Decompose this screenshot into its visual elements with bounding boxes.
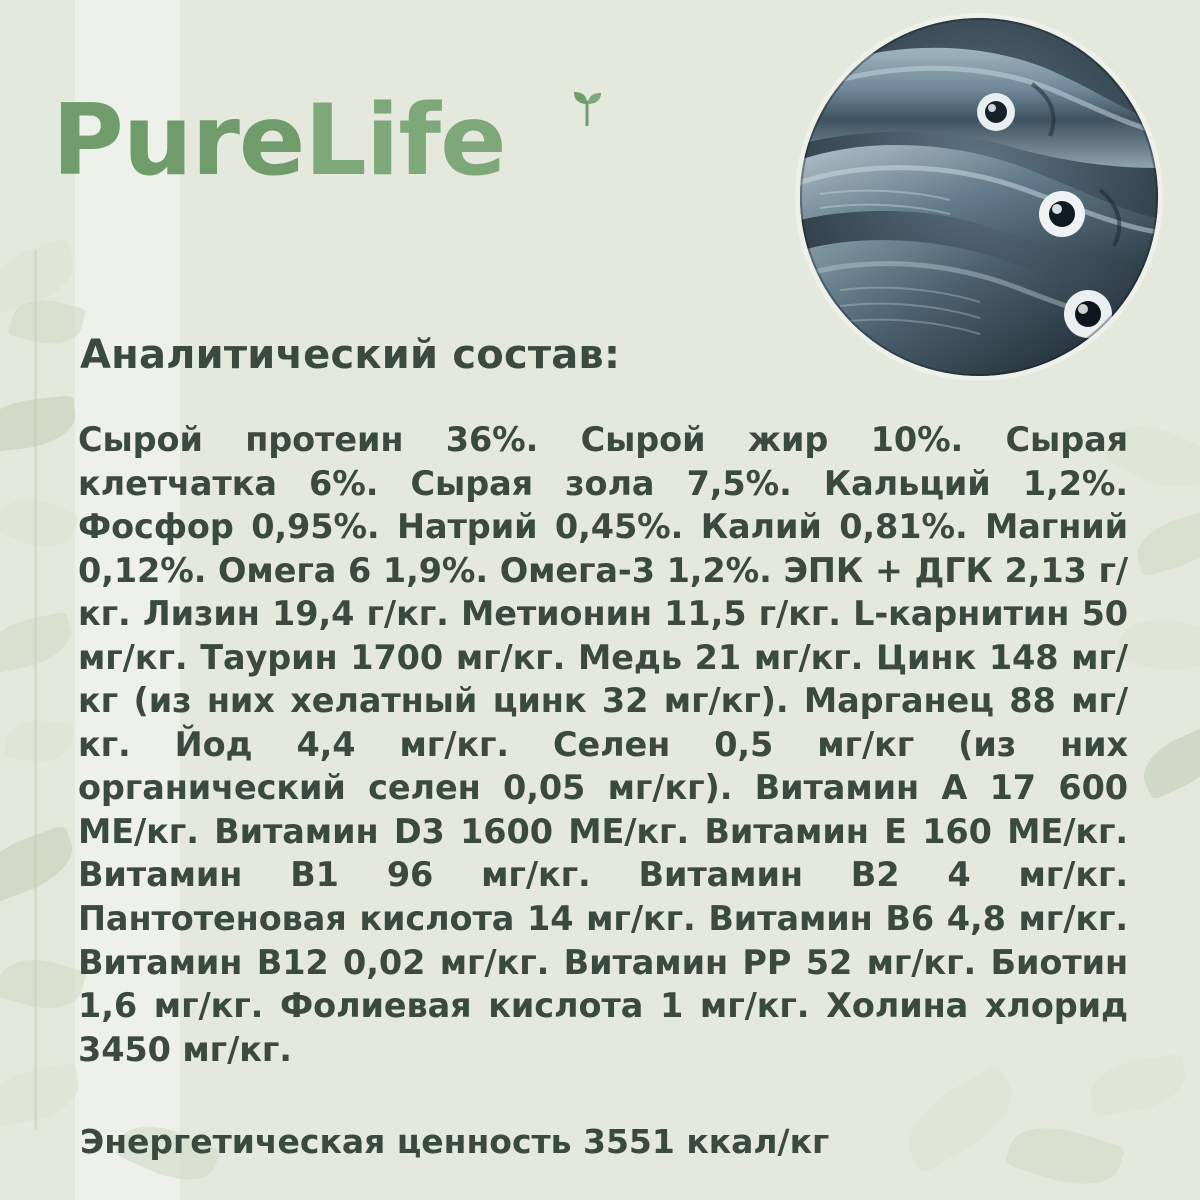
brand-logo bbox=[52, 84, 506, 198]
brand-name-life: Life bbox=[304, 84, 506, 198]
energy-value-text: Энергетическая ценность 3551 ккал/кг bbox=[80, 1122, 830, 1161]
analytical-composition-text: Сырой протеин 36%. Сырой жир 10%. Сырая клетчатка 6%. Сырая зола 7,5%. Кальций 1,2%. Фосфор 0,95%. Натрий 0,45%. Калий 0,81%. Магний 0,12%. Омега 6 1,9%. Омега-3 1,2%. ЭПК + ДГК 2,13 г/кг. Лизин 19,4 г/кг. Метионин 11,5 г/кг. L-карнитин 50 мг/кг. Таурин 1700 мг/кг. Медь 21 мг/кг. Цинк 148 мг/кг (из них хелатный цинк 32 мг/кг). Марганец 88 мг/кг. Йод 4,4 мг/кг. Селен 0,5 мг/кг (из них органический селен 0,05 мг/кг). Витамин А 17 600 МЕ/кг. Витамин D3 1600 МЕ/кг. Витамин Е 160 МЕ/кг. Витамин В1 96 мг/кг. Витамин В2 4 мг/кг. Пантотеновая кислота 14 мг/кг. Витамин В6 4,8 мг/кг. Витамин В12 0,02 мг/кг. Витамин РР 52 мг/кг. Биотин 1,6 мг/кг. Фолиевая кислота 1 мг/кг. Холина хлорид 3450 мг/кг. bbox=[78, 420, 1128, 1069]
brand-name-pure: Pure bbox=[52, 84, 305, 198]
leaf-stem-decoration bbox=[34, 250, 37, 1130]
fish-photo-icon bbox=[800, 18, 1158, 376]
fish-photo bbox=[800, 18, 1158, 376]
page-title: Аналитический состав: bbox=[80, 332, 621, 378]
leaf-icon bbox=[572, 92, 602, 126]
